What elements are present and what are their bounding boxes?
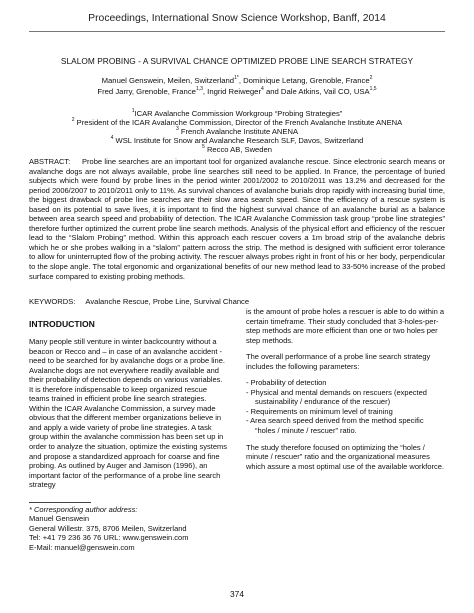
author-sup: 4 xyxy=(261,85,264,92)
left-column xyxy=(29,337,227,497)
affiliation-item xyxy=(29,127,445,136)
author-atkins: and Dale Atkins, Vail CO, USA xyxy=(263,86,370,96)
right-column xyxy=(246,307,445,478)
affiliation-sup: 3 xyxy=(175,126,179,133)
footnote-corresponding: * Corresponding author address: xyxy=(29,505,138,514)
list-item: - Requirements on minimum level of training xyxy=(246,407,445,417)
list-item: - Area search speed derived from the method specific “holes / minute / rescuer” ratio. xyxy=(246,416,445,435)
paper-title: SLALOM PROBING - A SURVIVAL CHANCE OPTIMIZED PROBE LINE SEARCH STRATEGY xyxy=(60,56,414,66)
author-sup: 2 xyxy=(369,75,373,81)
author-line-1 xyxy=(29,76,445,87)
affiliation-sup: 2 xyxy=(71,117,75,124)
affiliation-item xyxy=(29,109,445,118)
intro-paragraph: The overall performance of a probe line search strategy includes the following parameters: xyxy=(246,352,431,371)
author-list xyxy=(29,76,445,97)
abstract-block xyxy=(29,157,445,281)
footnote-tel: Tel: +41 79 236 36 76 URL: www.genswein.com xyxy=(29,533,189,543)
list-item: - Probability of detection xyxy=(246,378,445,388)
abstract-label: ABSTRACT: xyxy=(29,157,71,166)
author-sup: 1,5 xyxy=(369,85,377,92)
author-reiweger: , Ingrid Reiweger xyxy=(202,86,262,96)
affiliation-text: WSL Institute for Snow and Avalanche Research SLF, Davos, Switzerland xyxy=(113,136,364,146)
keywords-block xyxy=(29,297,445,306)
header-divider xyxy=(29,31,445,32)
list-item: - Physical and mental demands on rescuers (expected sustainability / endurance of the rescuer) xyxy=(246,388,445,407)
page-number: 374 xyxy=(230,589,244,599)
footnote-email: E-Mail: manuel@genswein.com xyxy=(29,542,135,552)
keywords-label: KEYWORDS: xyxy=(29,297,76,306)
section-heading-introduction: INTRODUCTION xyxy=(29,319,95,329)
footnote-address: General Willestr. 375, 8706 Meilen, Switzerland xyxy=(29,523,187,533)
author-jarry: Fred Jarry, Grenoble, France xyxy=(97,86,196,96)
author-line-2 xyxy=(29,87,445,98)
abstract-text: Probe line searches are an important tool for organized avalanche rescue. Since electronic search means or avalanche dogs are not always available, probe line searches still need to be applied. In France, the percentage of buried subjects which were found by probe lines in the period winter 2001/2002 to 2010/2011 was 13.2% and decreased for the period 2006/2007 to 2010/2011 only to 11%. As survival chances of avalanche burials drop rapidly with increasing burial time, the biggest drawback of probe line searches are their slow area search speed. Since the efficiency of a rescue system is based on its potential to save lives, it is important to find the highest survival chance of an avalanche burial as a balance between area search speed and probability of detection. The ICAR Avalanche Commission task group “probe line strategies” therefore further optimized the current probe line search methods. Analysis of the physical effort and efficiency of the rescuer lead to the “Slalom Probing” method. Within this approach each rescuer covers a 1m broad strip of the avalanche debris which he or she probes walking in a “slalom” pattern across the strip. The method is designed with sufficient error tolerance to allow for uninterrupted flow of the probing activity. The rescuer always probes right in front of his or her body, perpendicular to the slope angle. The total ergonomic and organizational benefits of our new method lead to 33-50% increase of the probed surface compared to existing probing methods. xyxy=(29,157,445,281)
affiliation-text: Recco AB, Sweden xyxy=(204,145,272,155)
footnote-divider xyxy=(29,502,91,503)
running-header: Proceedings, International Snow Science Workshop, Banff, 2014 xyxy=(88,13,386,24)
affiliation-item xyxy=(29,136,445,145)
intro-paragraph: The study therefore focused on optimizing the “holes / minute / rescuer” ratio and the organizational measures which assure a most optimal use of the available workforce. xyxy=(246,442,445,471)
affiliation-list xyxy=(29,109,445,154)
author-sup: 1* xyxy=(234,75,239,81)
affiliation-item xyxy=(29,145,445,154)
affiliation-sup: 1 xyxy=(131,108,135,114)
author-genswein: Manuel Genswein, Meilen, Switzerland xyxy=(101,76,235,85)
affiliation-item xyxy=(29,118,445,127)
intro-paragraph: is the amount of probe holes a rescuer is able to do within a certain timeframe. Their study concluded that 3-holes-per-step methods are more efficient than one or two holes per step methods. xyxy=(246,307,445,345)
affiliation-text: President of the ICAR Avalanche Commission, Director of the French Avalanche Institute ANENA xyxy=(74,118,403,128)
author-sup: 1,3 xyxy=(195,85,203,92)
affiliation-text: ICAR Avalanche Commission Workgroup “Probing Strategies” xyxy=(134,109,343,118)
intro-paragraph: Many people still venture in winter backcountry without a beacon or Recco and – in case of an avalanche accident - need to be searched for by avalanche dogs or a probe line. Avalanche dogs are not everywhere readily available and their probability of detection depends on various variables. It is therefore indispensable to keep organized rescue teams trained in efficient probe line search strategies. Within the ICAR Avalanche Commission, a survey made obvious that the different member organizations believe in and apply a wide variety of probe line strategies. A task group within the avalanche commission has been set up in order to analyze the situation, optimize the existing systems and propose a standardized approach for coarse and fine probing. As outlined by Auger and Jamison (1996), an important factor of the performance of a probe line search strategy xyxy=(29,337,228,490)
affiliation-text: French Avalanche Institute ANENA xyxy=(178,127,299,137)
affiliation-sup: 4 xyxy=(110,135,114,142)
footnote-block xyxy=(29,505,239,552)
author-letang: , Dominique Letang, Grenoble, France xyxy=(238,76,370,85)
footnote-name: Manuel Genswein xyxy=(29,514,90,524)
keywords-text: Avalanche Rescue, Probe Line, Survival Chance xyxy=(85,297,250,306)
affiliation-sup: 5 xyxy=(202,144,205,151)
parameter-list xyxy=(246,378,445,435)
